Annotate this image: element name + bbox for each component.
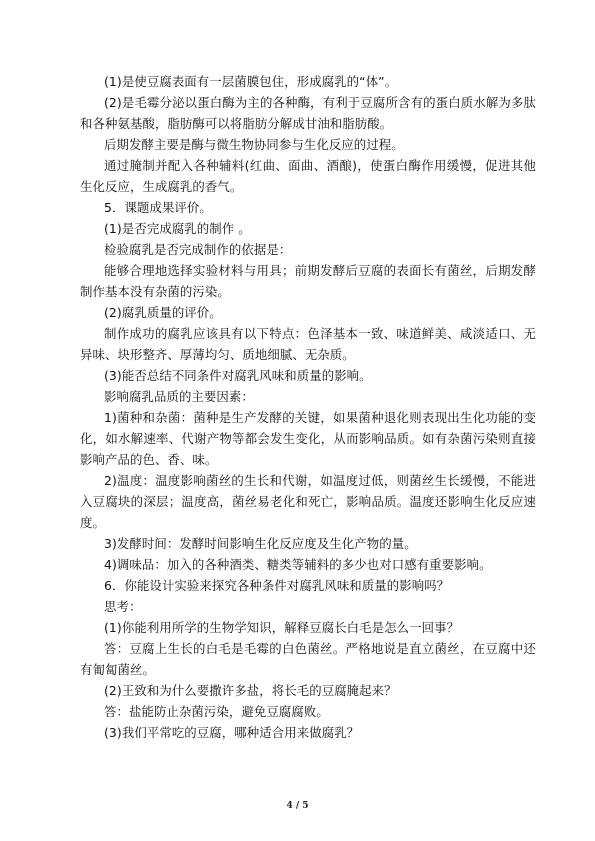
paragraph-13: 1)菌种和杂菌：菌种是生产发酵的关键，如果菌种退化则表现出生化功能的变化，如水解速率、代谢产物等都会发生变化，从而影响品质。如有杂菌污染则直接影响产品的色、香、味。 [80, 410, 536, 467]
paragraph-11: (3)能否总结不同条件对腐乳风味和质量的影响。 [104, 368, 372, 383]
section-heading-6: 6．你能设计实验来探究各种条件对腐乳风味和质量的影响吗？ [104, 578, 450, 593]
section-heading-5: 5．课题成果评价。 [104, 200, 212, 215]
answer-1: 答：豆腐上生长的白毛是毛霉的白色菌丝。严格地说是直立菌丝，在豆腐中还有匍匐菌丝。 [80, 641, 536, 677]
paragraph-18: 思考： [104, 599, 142, 614]
paragraph-6: (1)是否完成腐乳的制作 。 [104, 221, 251, 236]
page-number: 4 / 5 [286, 801, 309, 811]
paragraph-14: 2)温度：温度影响菌丝的生长和代谢，如温度过低，则菌丝生长缓慢，不能进入豆腐块的深层；温度高，菌丝易老化和死亡，影响品质。温度还影响生化反应速度。 [80, 473, 536, 530]
answer-2: 答：盐能防止杂菌污染，避免豆腐腐败。 [104, 704, 329, 719]
paragraph-10: 制作成功的腐乳应该具有以下特点：色泽基本一致、味道鲜美、咸淡适口、无异味、块形整齐、厚薄均匀、质地细腻、无杂质。 [80, 326, 536, 362]
document-body [80, 71, 536, 743]
paragraph-9: (2)腐乳质量的评价。 [104, 305, 222, 320]
paragraph-16: 4)调味品：加入的各种酒类、糖类等辅料的多少也对口感有重要影响。 [104, 557, 492, 572]
paragraph-12: 影响腐乳品质的主要因素： [104, 389, 254, 404]
question-1: (1)你能利用所学的生物学知识，解释豆腐长白毛是怎么一回事？ [104, 620, 460, 635]
paragraph-8: 能够合理地选择实验材料与用具；前期发酵后豆腐的表面长有菌丝，后期发酵制作基本没有杂菌的污染。 [80, 263, 536, 299]
paragraph-4: 通过腌制并配入各种辅料(红曲、面曲、酒酿)，使蛋白酶作用缓慢，促进其他生化反应，生成腐乳的香气。 [80, 158, 536, 194]
paragraph-7: 检验腐乳是否完成制作的依据是： [104, 242, 292, 257]
paragraph-1: (1)是使豆腐表面有一层菌膜包住，形成腐乳的“体”。 [104, 74, 398, 89]
question-2: (2)王致和为什么要撒许多盐，将长毛的豆腐腌起来？ [104, 683, 397, 698]
paragraph-15: 3)发酵时间：发酵时间影响生化反应度及生化产物的量。 [104, 536, 417, 551]
paragraph-2: (2)是毛霉分泌以蛋白酶为主的各种酶，有利于豆腐所含有的蛋白质水解为多肽和各种氨基酸，脂肪酶可以将脂肪分解成甘油和脂肪酸。 [80, 95, 536, 131]
paragraph-3: 后期发酵主要是酶与微生物协同参与生化反应的过程。 [104, 137, 404, 152]
question-3: (3)我们平常吃的豆腐，哪种适合用来做腐乳？ [104, 725, 360, 740]
